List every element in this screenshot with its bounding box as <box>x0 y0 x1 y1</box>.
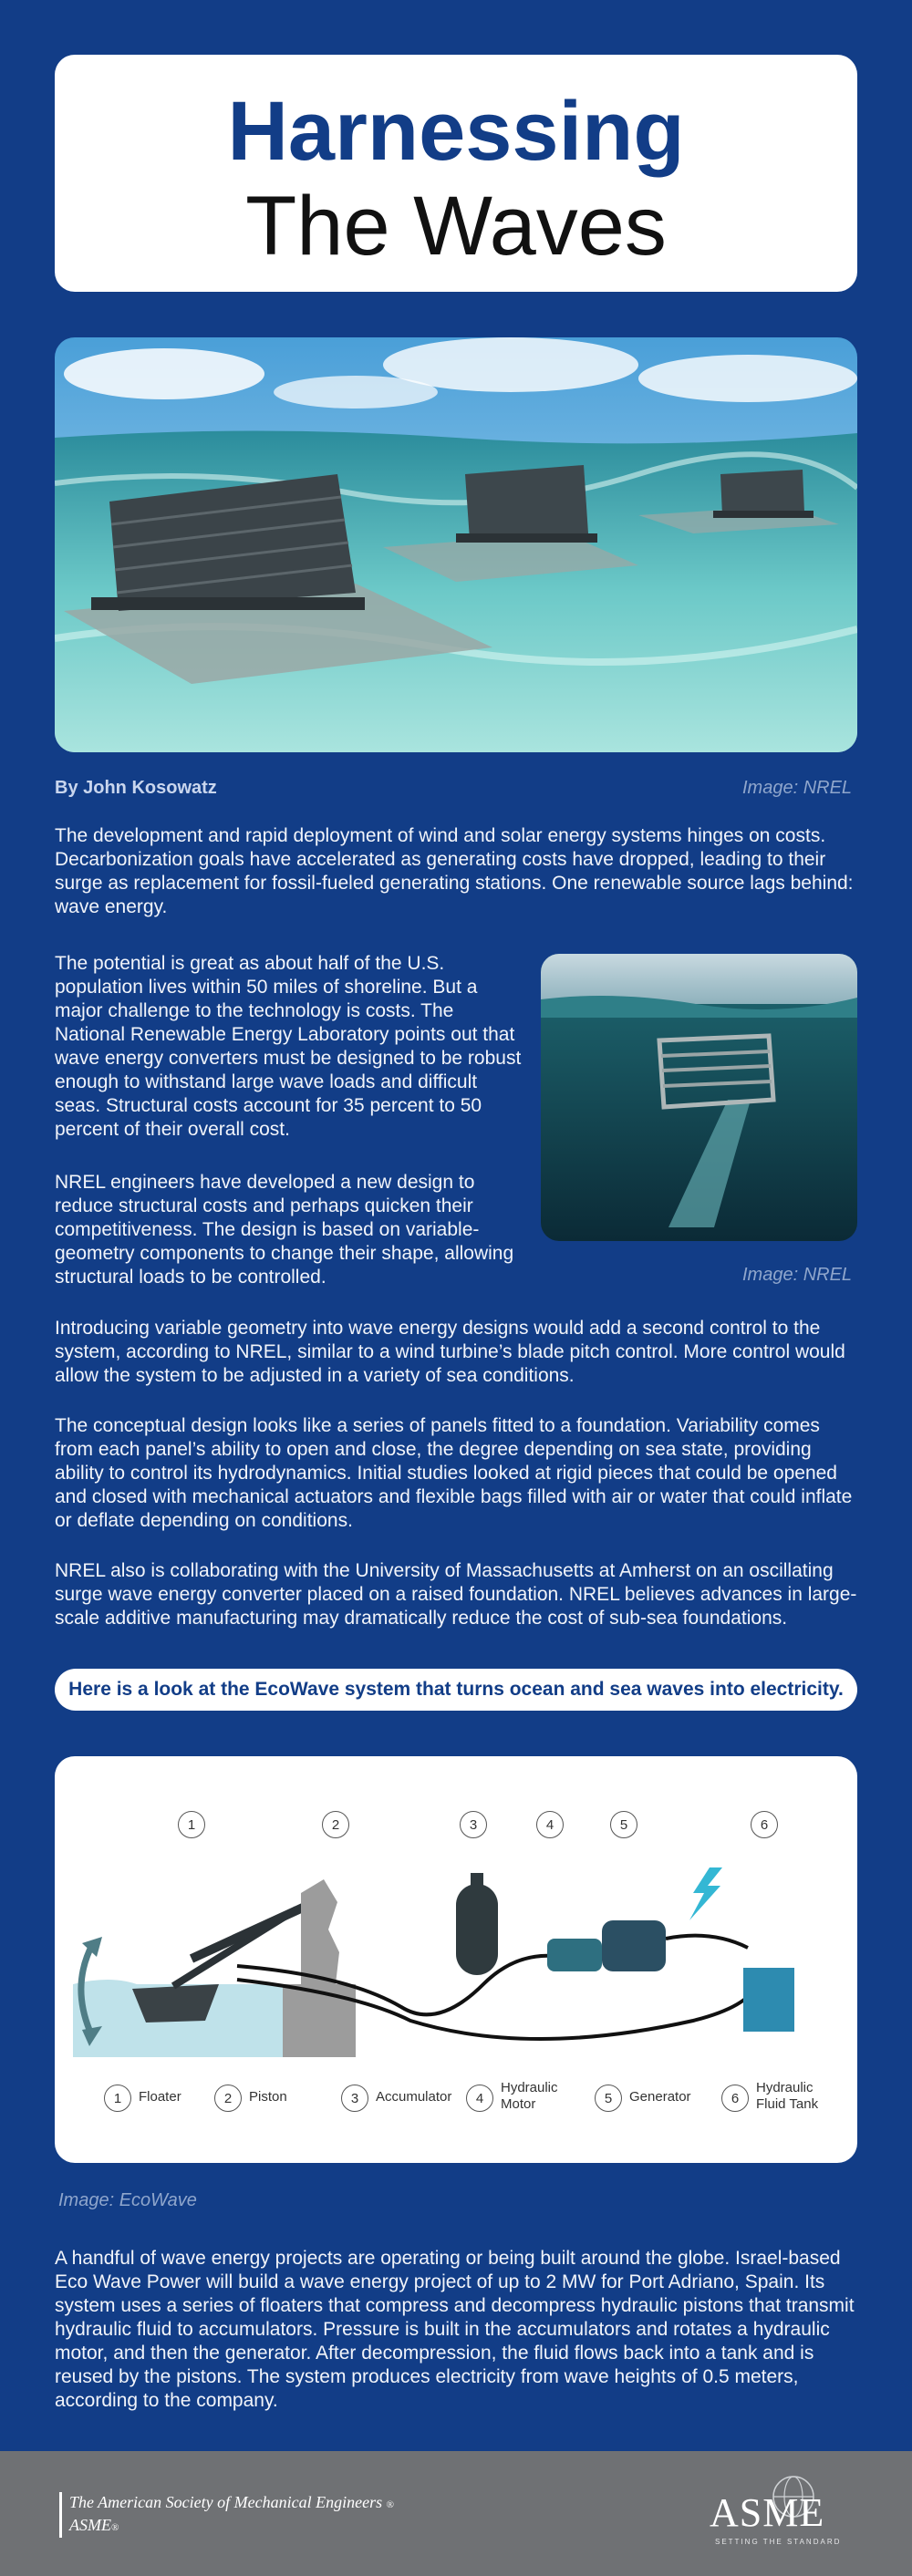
underwater-panel-image <box>541 954 857 1241</box>
diagram-credit: Image: EcoWave <box>58 2190 197 2210</box>
diagram-number-2: 2 <box>322 1811 349 1838</box>
asme-logo <box>702 2469 848 2556</box>
legend-number-2: 2 <box>214 2085 242 2112</box>
paragraph-eco-wave-power: A handful of wave energy projects are operating or being built around the globe. Israel-based Eco Wave Power will build a wave energy project of up to 2 MW for Port Adriano, Spain. Its system uses a series of floaters that compress and decompress hydraulic pistons that transmit hydraulic fluid to accumulators. Pressure is built in the accumulators and rotates a hydraulic motor, and then the generator. After decompression, the fluid flows back into a tank and is reused by the pistons. The system produces electricity from wave heights of 0.5 meters, according to the company. <box>55 2248 855 2411</box>
title-card <box>55 55 857 292</box>
diagram-number-3: 3 <box>460 1811 487 1838</box>
asme-logo-tagline: SETTING THE STANDARD <box>715 2538 842 2546</box>
page-title-line2: The Waves <box>245 180 667 273</box>
asme-logo-text: ASME <box>710 2490 825 2535</box>
diagram-number-1: 1 <box>178 1811 205 1838</box>
ecowave-banner: Here is a look at the EcoWave system that turns ocean and sea waves into electricity. <box>55 1669 857 1711</box>
diagram-legend <box>55 1756 857 2163</box>
ecowave-diagram <box>55 1756 857 2163</box>
legend-label-hydraulic-fluid-tank: Hydraulic Fluid Tank <box>756 2080 819 2112</box>
legend-number-6: 6 <box>721 2085 749 2112</box>
society-acronym: ASME <box>69 2516 111 2534</box>
hero-image-credit: Image: NREL <box>742 778 853 798</box>
wave-panels-illustration <box>55 337 857 752</box>
paragraph-intro: The development and rapid deployment of wind and solar energy systems hinges on costs. Decarbonization goals have accelerated as generating costs have dropped, leading to their surge as replacement for fossil-fueled generating stations. One renewable source lags behind: wave energy. <box>55 825 854 917</box>
legend-label-accumulator: Accumulator <box>376 2089 452 2105</box>
legend-label-floater: Floater <box>139 2089 181 2105</box>
diagram-number-6: 6 <box>751 1811 778 1838</box>
paragraph-umass: NREL also is collaborating with the University of Massachusetts at Amherst on an oscillating surge wave energy converter placed on a raised foundation. NREL believes advances in large-scale additive manufacturing may dramatically reduce the cost of sub-sea foundations. <box>55 1560 857 1629</box>
legend-number-4: 4 <box>466 2085 493 2112</box>
diagram-number-5: 5 <box>610 1811 637 1838</box>
paragraph-potential: The potential is great as about half of the U.S. population lives within 50 miles of shoreline. But a major challenge to the technology is costs. The National Renewable Energy Laboratory points out that wave energy converters must be designed to be robust enough to withstand large wave loads and difficult seas. Structural costs account for 35 percent to 50 percent of their overall cost. <box>55 953 522 1140</box>
legend-label-hydraulic-motor: Hydraulic Motor <box>501 2080 558 2112</box>
hero-image <box>55 337 857 752</box>
legend-number-5: 5 <box>595 2085 622 2112</box>
legend-label-piston: Piston <box>249 2089 287 2105</box>
paragraph-conceptual-design: The conceptual design looks like a series of panels fitted to a foundation. Variability comes from each panel’s ability to open and close, the degree depending on sea state, providing ability to control its hydrodynamics. Initial studies looked at rigid pieces that could be opened and closed with mechanical actuators and flexible bags filled with air or water that could inflate or deflate depending on conditions. <box>55 1415 853 1531</box>
legend-number-1: 1 <box>104 2085 131 2112</box>
page-title-line1: Harnessing <box>227 85 685 178</box>
society-full-name: The American Society of Mechanical Engineers <box>69 2493 383 2511</box>
paragraph-nrel-design: NREL engineers have developed a new design to reduce structural costs and perhaps quicken their competitiveness. The design is based on variable-geometry components to change their shape, allowing structural loads to be controlled. <box>55 1172 514 1288</box>
legend-number-3: 3 <box>341 2085 368 2112</box>
footer-society-name: The American Society of Mechanical Engineers ® ASME® <box>59 2492 394 2538</box>
byline: By John Kosowatz <box>55 778 217 798</box>
paragraph-variable-geometry: Introducing variable geometry into wave energy designs would add a second control to the system, according to NREL, similar to a wind turbine’s blade pitch control. More control would allow the system to be adjusted in a variety of sea conditions. <box>55 1318 845 1386</box>
footer <box>0 2451 912 2576</box>
diagram-number-4: 4 <box>536 1811 564 1838</box>
side-image-credit: Image: NREL <box>742 1265 853 1285</box>
legend-label-generator: Generator <box>629 2089 691 2105</box>
underwater-panel-illustration <box>541 954 857 1241</box>
